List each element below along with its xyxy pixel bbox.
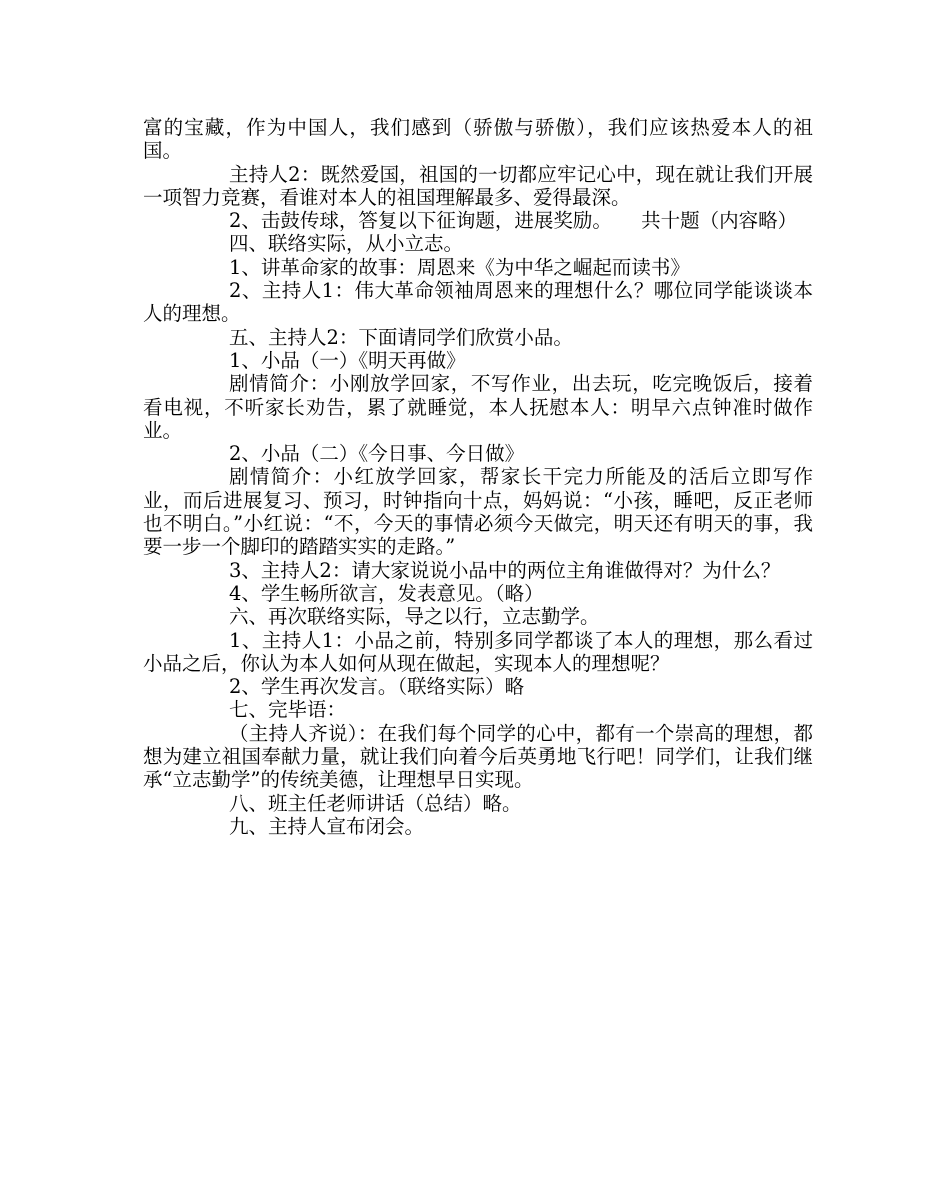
section-heading-8: 八、班主任老师讲话（总结）略。 (229, 791, 522, 815)
skit-2-title: 2、小品（二）《今日事、今日做》 (229, 442, 525, 466)
section-heading-5: 五、主持人2：下面请同学们欣赏小品。 (229, 325, 573, 349)
paragraph-closing-speech: （主持人齐说）：在我们每个同学的心中，都有一个崇高的理想，都想为建立祖国奉献力量，就让我们向着今后英勇地飞行吧！同学们，让我们继承“立志勤学”的传统美德，让理想早日实现。 (143, 721, 813, 792)
section-heading-9: 九、主持人宣布闭会。 (229, 814, 425, 838)
paragraph-host1-after-skit: 1、主持人1：小品之前，特别多同学都谈了本人的理想，那么看过小品之后，你认为本人如何从现在做起，实现本人的理想呢？ (143, 628, 813, 675)
paragraph-host1-ideal: 2、主持人1：伟大革命领袖周恩来的理想什么？哪位同学能谈谈本人的理想。 (143, 279, 813, 326)
paragraph-revolutionary-story: 1、讲革命家的故事：周恩来《为中华之崛起而读书》 (229, 255, 690, 279)
paragraph-host2-question: 3、主持人2：请大家说说小品中的两位主角谁做得对？为什么？ (229, 558, 781, 582)
section-heading-4: 四、联络实际，从小立志。 (229, 232, 464, 256)
skit-2-synopsis: 剧情简介：小红放学回家，帮家长干完力所能及的活后立即写作业，而后进展复习、预习，时钟指向十点，妈妈说：“小孩，睡吧，反正老师也不明白。”小红说：“不，今天的事情必须今天做完，明天还有明天的事，我要一步一个脚印的踏踏实实的走路。” (143, 465, 813, 559)
paragraph-host2-quiz-intro: 主持人2：既然爱国，祖国的一切都应牢记心中，现在就让我们开展一项智力竞赛，看谁对本人的祖国理解最多、爱得最深。 (143, 162, 813, 209)
paragraph-drum-ball-game: 2、击鼓传球，答复以下征询题，进展奖励。 共十题（内容略） (229, 209, 798, 233)
paragraph-continuation: 富的宝藏，作为中国人，我们感到（骄傲与骄傲），我们应该热爱本人的祖国。 (143, 116, 813, 163)
document-body (143, 116, 813, 838)
skit-1-synopsis: 剧情简介：小刚放学回家，不写作业，出去玩，吃完晚饭后，接着看电视，不听家长劝告，累了就睡觉，本人抚慰本人：明早六点钟准时做作业。 (143, 372, 813, 442)
section-heading-7: 七、完毕语： (229, 698, 347, 722)
paragraph-students-speak-again: 2、学生再次发言。（联络实际）略 (229, 675, 525, 699)
skit-1-title: 1、小品（一）《明天再做》 (229, 348, 466, 372)
paragraph-student-opinions: 4、学生畅所欲言，发表意见。（略） (229, 581, 544, 605)
section-heading-6: 六、再次联络实际，导之以行，立志勤学。 (229, 605, 600, 629)
